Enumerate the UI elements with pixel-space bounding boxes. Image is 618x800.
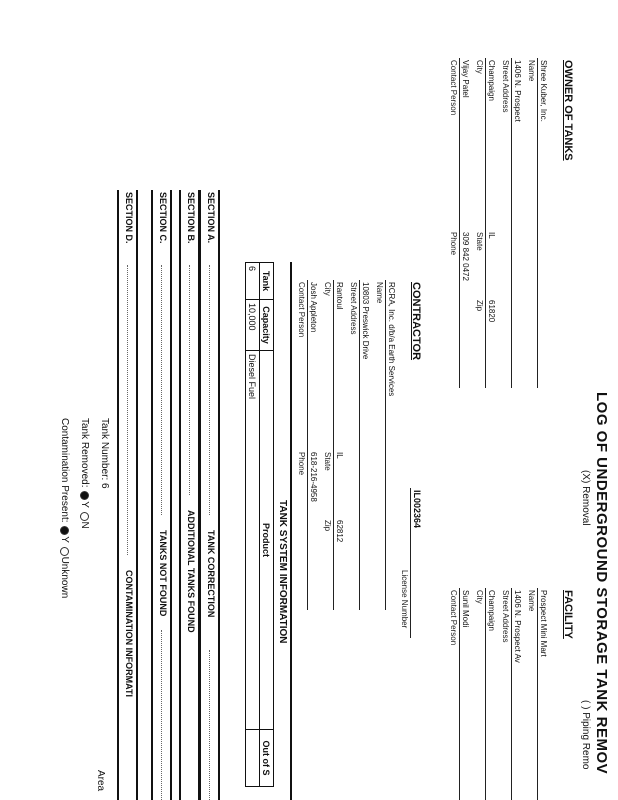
facility-city: Champaign [487, 590, 496, 631]
section-c-label: SECTION C. [158, 192, 168, 244]
table-header-row [260, 263, 274, 787]
contractor-street-line [359, 280, 360, 610]
contamination-present-label: Contamination Present: [59, 418, 70, 523]
col-tank: Tank [260, 263, 274, 300]
table-row [246, 263, 260, 787]
contractor-phone: 618-216-4958 [309, 452, 318, 502]
contractor-license-line [410, 488, 411, 638]
owner-contact-line [459, 58, 460, 388]
section-a-title: TANK CORRECTION [206, 530, 216, 618]
section-a-fill-right [209, 650, 210, 800]
col-out-of-service: Out of S [260, 730, 274, 787]
owner-state: IL [487, 232, 496, 239]
facility-name-label: Name [527, 590, 536, 612]
owner-phone-label: Phone [449, 232, 458, 256]
contamination-unknown-label: Unknown [59, 556, 70, 599]
owner-street-label: Street Address [501, 60, 510, 113]
contractor-name-line [385, 280, 386, 610]
owner-contact: Vijay Patel [461, 60, 470, 98]
tank-system-header: TANK SYSTEM INFORMATION [277, 500, 288, 644]
facility-city-line [485, 588, 486, 800]
contractor-zip-label: Zip [323, 520, 332, 532]
col-capacity: Capacity [260, 300, 274, 351]
facility-name-line [537, 588, 538, 800]
facility-header: FACILITY [562, 590, 574, 639]
tank-removed-yes-radio[interactable] [80, 491, 89, 500]
tank-removed-no-label: N [79, 521, 90, 529]
contractor-license: IL002364 [412, 490, 422, 529]
section-b-fill [189, 265, 190, 495]
owner-street: 1406 N. Prospect [513, 60, 522, 122]
form-title: LOG OF UNDERGROUND STORAGE TANK REMOV [593, 392, 610, 775]
tank-system-rule [290, 262, 292, 800]
section-b-bar [179, 190, 200, 800]
facility-contact: Sunil Modi [461, 590, 470, 628]
col-product: Product [260, 351, 274, 730]
cell-tank: 6 [246, 263, 260, 300]
owner-name-label: Name [527, 60, 536, 82]
tank-removed-row [79, 418, 90, 529]
section-c-title: TANKS NOT FOUND [158, 530, 168, 617]
tank-removed-no-radio[interactable] [80, 512, 89, 521]
owner-name: Shree Kuber, Inc. [539, 60, 548, 122]
owner-zip-label: Zip [475, 300, 484, 312]
owner-name-line [537, 58, 538, 388]
contractor-license-label: License Number [400, 570, 409, 629]
section-a-label: SECTION A. [206, 192, 216, 244]
contractor-zip: 62812 [335, 520, 344, 543]
section-b-label: SECTION B. [186, 192, 196, 244]
tank-number-label: Tank Number: [99, 418, 110, 481]
owner-city-label: City [475, 60, 484, 74]
facility-contact-label: Contact Person [449, 590, 458, 646]
owner-header: OWNER OF TANKS [562, 60, 574, 161]
facility-street: 1406 N. Prospect Av [513, 590, 522, 663]
owner-city: Champaign [487, 60, 496, 101]
removal-checkbox-label: (X) Removal [580, 470, 591, 526]
section-d-label: SECTION D. [124, 192, 134, 244]
facility-city-label: City [475, 590, 484, 604]
tank-number-row [99, 418, 110, 489]
owner-street-line [511, 58, 512, 388]
owner-state-label: State [475, 232, 484, 251]
section-d-title: CONTAMINATION INFORMATI [124, 570, 134, 697]
contractor-header: CONTRACTOR [410, 282, 422, 361]
tank-removed-label: Tank Removed: [79, 418, 90, 488]
section-c-fill [161, 265, 162, 515]
section-d-fill [127, 265, 128, 555]
contamination-yes-radio[interactable] [60, 526, 69, 535]
contamination-yes-label: Y [59, 536, 70, 543]
area-label: Area [95, 770, 106, 792]
tank-removed-yes-label: Y [79, 501, 90, 508]
contractor-phone-label: Phone [297, 452, 306, 476]
section-c-fill-right [161, 630, 162, 800]
contractor-contact: Josh Appleton [309, 282, 318, 333]
section-a-bar [199, 190, 220, 800]
section-a-fill [209, 265, 210, 515]
facility-street-label: Street Address [501, 590, 510, 643]
cell-out [246, 730, 260, 787]
contamination-present-row [59, 418, 70, 598]
piping-removal-checkbox-label: ( ) Piping Remo [580, 700, 591, 770]
section-d-bar [117, 190, 138, 800]
section-c-bar [151, 190, 172, 800]
contractor-contact-line [307, 280, 308, 610]
owner-city-line [485, 58, 486, 388]
contamination-unknown-radio[interactable] [60, 547, 69, 556]
contractor-city-label: City [323, 282, 332, 296]
contractor-city: Rantoul [335, 282, 344, 310]
section-b-title: ADDITIONAL TANKS FOUND [186, 510, 196, 633]
contractor-name-label: Name [375, 282, 384, 304]
contractor-city-line [333, 280, 334, 610]
tank-system-table [245, 262, 274, 787]
contractor-state-label: State [323, 452, 332, 471]
owner-phone: 309 842 0472 [461, 232, 470, 281]
cell-product: Diesel Fuel [246, 351, 260, 730]
contractor-street: 10803 Preswick Drive [361, 282, 370, 360]
contractor-street-label: Street Address [349, 282, 358, 335]
contractor-name: RCRA, Inc. d/b/a Earth Services [387, 282, 396, 397]
contractor-contact-label: Contact Person [297, 282, 306, 338]
owner-zip: 61820 [487, 300, 496, 323]
facility-contact-line [459, 588, 460, 800]
owner-contact-label: Contact Person [449, 60, 458, 116]
facility-name: Prospect Mini Mart [539, 590, 548, 657]
facility-street-line [511, 588, 512, 800]
contractor-state: IL [335, 452, 344, 459]
tank-number-value: 6 [99, 483, 110, 489]
cell-capacity: 10,000 [246, 300, 260, 351]
